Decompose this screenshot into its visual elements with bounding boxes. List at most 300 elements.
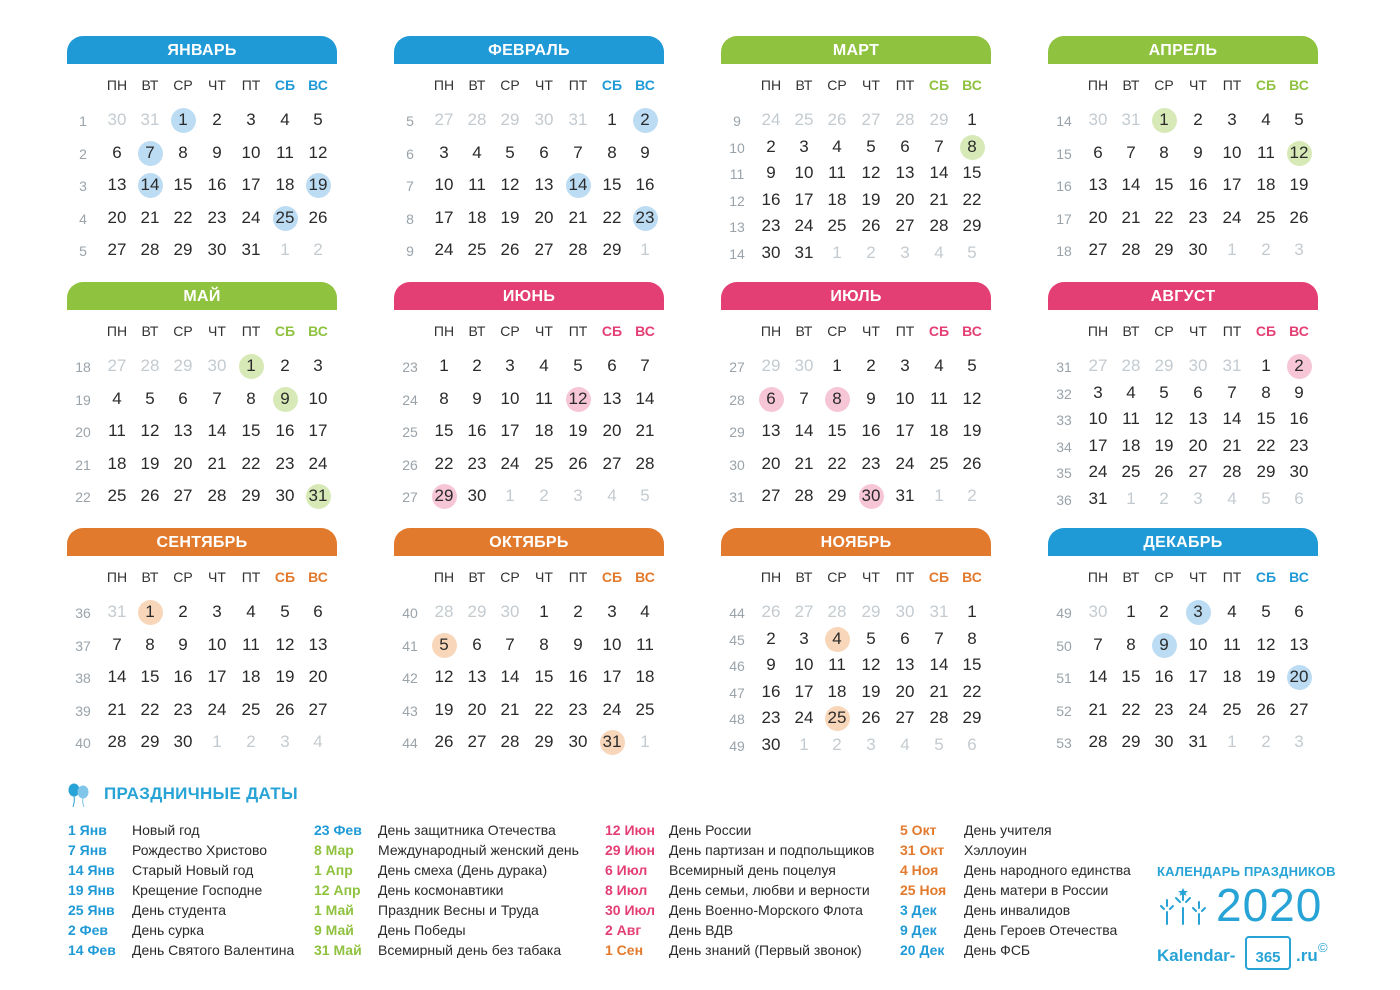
- day-cell[interactable]: 3: [439, 142, 449, 162]
- day-cell[interactable]: 20: [1188, 435, 1208, 455]
- day-cell[interactable]: 14: [1222, 409, 1242, 429]
- day-cell[interactable]: 2: [212, 110, 222, 129]
- day-cell[interactable]: 8: [145, 634, 155, 654]
- day-cell[interactable]: 23: [207, 207, 227, 227]
- day-cell[interactable]: 29: [534, 732, 554, 751]
- day-cell[interactable]: 10: [1222, 142, 1242, 162]
- day-cell[interactable]: 19: [1256, 667, 1276, 686]
- adjacent-day[interactable]: 31: [107, 602, 127, 621]
- day-cell[interactable]: 2: [766, 628, 776, 648]
- adjacent-day[interactable]: 2: [1159, 489, 1169, 508]
- day-cell[interactable]: 21: [1222, 435, 1242, 455]
- day-cell[interactable]: 27: [895, 216, 915, 236]
- day-cell[interactable]: 26: [861, 708, 881, 728]
- day-cell[interactable]: 19: [308, 175, 328, 194]
- day-cell[interactable]: 16: [761, 681, 781, 701]
- day-cell[interactable]: 25: [1121, 462, 1141, 482]
- day-cell[interactable]: 8: [539, 634, 549, 654]
- adjacent-day[interactable]: 1: [212, 732, 222, 751]
- day-cell[interactable]: 20: [534, 207, 554, 227]
- day-cell[interactable]: 4: [934, 356, 944, 375]
- day-cell[interactable]: 24: [1222, 207, 1242, 227]
- day-cell[interactable]: 22: [602, 207, 622, 227]
- day-cell[interactable]: 26: [140, 486, 160, 505]
- day-cell[interactable]: 13: [534, 175, 554, 194]
- day-cell[interactable]: 2: [766, 136, 776, 156]
- day-cell[interactable]: 13: [173, 421, 193, 440]
- day-cell[interactable]: 31: [794, 243, 814, 262]
- day-cell[interactable]: 24: [794, 216, 814, 236]
- adjacent-day[interactable]: 27: [794, 602, 814, 621]
- day-cell[interactable]: 1: [967, 602, 977, 621]
- day-cell[interactable]: 19: [275, 667, 295, 686]
- day-cell[interactable]: 21: [635, 421, 655, 440]
- day-cell[interactable]: 10: [602, 634, 622, 654]
- day-cell[interactable]: 18: [1121, 435, 1141, 455]
- adjacent-day[interactable]: 24: [761, 110, 781, 129]
- day-cell[interactable]: 16: [173, 667, 193, 686]
- day-cell[interactable]: 22: [434, 453, 454, 473]
- adjacent-day[interactable]: 4: [607, 486, 617, 505]
- day-cell[interactable]: 11: [468, 175, 486, 194]
- day-cell[interactable]: 24: [434, 240, 454, 259]
- day-cell[interactable]: 29: [962, 216, 982, 236]
- day-cell[interactable]: 3: [900, 356, 910, 375]
- adjacent-day[interactable]: 1: [640, 240, 650, 259]
- day-cell[interactable]: 13: [467, 667, 487, 686]
- day-cell[interactable]: 31: [602, 732, 622, 751]
- day-cell[interactable]: 18: [929, 421, 949, 440]
- day-cell[interactable]: 2: [472, 356, 482, 375]
- day-cell[interactable]: 19: [1289, 175, 1309, 194]
- day-cell[interactable]: 27: [1289, 699, 1309, 719]
- day-cell[interactable]: 23: [1289, 435, 1309, 455]
- day-cell[interactable]: 20: [308, 667, 328, 686]
- adjacent-day[interactable]: 28: [140, 356, 160, 375]
- day-cell[interactable]: 7: [112, 634, 122, 654]
- day-cell[interactable]: 28: [1222, 462, 1242, 482]
- day-cell[interactable]: 1: [439, 356, 449, 375]
- day-cell[interactable]: 1: [607, 110, 617, 129]
- day-cell[interactable]: 5: [505, 142, 515, 162]
- day-cell[interactable]: 15: [962, 163, 982, 183]
- day-cell[interactable]: 29: [1256, 462, 1276, 482]
- adjacent-day[interactable]: 30: [500, 602, 520, 621]
- day-cell[interactable]: 26: [1289, 207, 1309, 227]
- day-cell[interactable]: 4: [112, 388, 122, 408]
- adjacent-day[interactable]: 2: [967, 486, 977, 505]
- day-cell[interactable]: 20: [895, 681, 915, 701]
- day-cell[interactable]: 12: [1289, 142, 1309, 162]
- day-cell[interactable]: 15: [534, 667, 554, 686]
- adjacent-day[interactable]: 5: [1261, 489, 1271, 508]
- day-cell[interactable]: 2: [1159, 602, 1169, 621]
- adjacent-day[interactable]: 3: [1294, 732, 1304, 751]
- adjacent-day[interactable]: 28: [895, 110, 915, 129]
- day-cell[interactable]: 28: [635, 453, 655, 473]
- day-cell[interactable]: 1: [178, 110, 188, 129]
- day-cell[interactable]: 11: [1122, 409, 1140, 429]
- day-cell[interactable]: 22: [1121, 699, 1141, 719]
- day-cell[interactable]: 3: [1227, 110, 1237, 129]
- day-cell[interactable]: 11: [828, 163, 846, 183]
- day-cell[interactable]: 28: [207, 486, 227, 505]
- day-cell[interactable]: 1: [145, 602, 155, 621]
- adjacent-day[interactable]: 28: [467, 110, 487, 129]
- day-cell[interactable]: 24: [500, 453, 520, 473]
- day-cell[interactable]: 17: [500, 421, 520, 440]
- day-cell[interactable]: 26: [434, 732, 454, 751]
- day-cell[interactable]: 28: [107, 732, 127, 751]
- day-cell[interactable]: 25: [1256, 207, 1276, 227]
- day-cell[interactable]: 24: [308, 453, 328, 473]
- day-cell[interactable]: 5: [573, 356, 583, 375]
- day-cell[interactable]: 22: [962, 189, 982, 209]
- day-cell[interactable]: 5: [313, 110, 323, 129]
- day-cell[interactable]: 3: [1093, 382, 1103, 402]
- day-cell[interactable]: 12: [434, 667, 454, 686]
- day-cell[interactable]: 16: [568, 667, 588, 686]
- day-cell[interactable]: 30: [1289, 462, 1309, 482]
- adjacent-day[interactable]: 5: [934, 735, 944, 754]
- day-cell[interactable]: 16: [1289, 409, 1309, 429]
- day-cell[interactable]: 15: [173, 175, 193, 194]
- adjacent-day[interactable]: 26: [827, 110, 847, 129]
- day-cell[interactable]: 22: [962, 681, 982, 701]
- adjacent-day[interactable]: 3: [573, 486, 583, 505]
- day-cell[interactable]: 8: [1159, 142, 1169, 162]
- day-cell[interactable]: 15: [827, 421, 847, 440]
- day-cell[interactable]: 5: [1261, 602, 1271, 621]
- day-cell[interactable]: 5: [866, 136, 876, 156]
- day-cell[interactable]: 30: [275, 486, 295, 505]
- adjacent-day[interactable]: 31: [929, 602, 949, 621]
- day-cell[interactable]: 7: [934, 628, 944, 648]
- adjacent-day[interactable]: 6: [1294, 489, 1304, 508]
- day-cell[interactable]: 11: [108, 421, 126, 440]
- day-cell[interactable]: 14: [107, 667, 127, 686]
- day-cell[interactable]: 21: [207, 453, 227, 473]
- day-cell[interactable]: 12: [861, 163, 881, 183]
- day-cell[interactable]: 9: [1159, 634, 1169, 654]
- adjacent-day[interactable]: 27: [861, 110, 881, 129]
- adjacent-day[interactable]: 25: [794, 110, 814, 129]
- day-cell[interactable]: 10: [434, 175, 454, 194]
- adjacent-day[interactable]: 29: [467, 602, 487, 621]
- day-cell[interactable]: 6: [900, 136, 910, 156]
- day-cell[interactable]: 16: [1188, 175, 1208, 194]
- day-cell[interactable]: 2: [280, 356, 290, 375]
- day-cell[interactable]: 21: [107, 699, 127, 719]
- day-cell[interactable]: 25: [929, 453, 949, 473]
- day-cell[interactable]: 27: [534, 240, 554, 259]
- day-cell[interactable]: 28: [500, 732, 520, 751]
- adjacent-day[interactable]: 1: [832, 243, 842, 262]
- day-cell[interactable]: 30: [861, 486, 881, 505]
- adjacent-day[interactable]: 29: [500, 110, 520, 129]
- day-cell[interactable]: 21: [1121, 207, 1141, 227]
- day-cell[interactable]: 24: [1188, 699, 1208, 719]
- adjacent-day[interactable]: 1: [799, 735, 809, 754]
- adjacent-day[interactable]: 29: [173, 356, 193, 375]
- day-cell[interactable]: 4: [539, 356, 549, 375]
- day-cell[interactable]: 8: [607, 142, 617, 162]
- adjacent-day[interactable]: 29: [761, 356, 781, 375]
- day-cell[interactable]: 27: [308, 699, 328, 719]
- day-cell[interactable]: 16: [761, 189, 781, 209]
- day-cell[interactable]: 14: [568, 175, 588, 194]
- day-cell[interactable]: 4: [832, 136, 842, 156]
- day-cell[interactable]: 9: [1294, 382, 1304, 402]
- day-cell[interactable]: 29: [602, 240, 622, 259]
- day-cell[interactable]: 26: [275, 699, 295, 719]
- day-cell[interactable]: 15: [1154, 175, 1174, 194]
- day-cell[interactable]: 6: [607, 356, 617, 375]
- adjacent-day[interactable]: 30: [107, 110, 127, 129]
- day-cell[interactable]: 8: [439, 388, 449, 408]
- day-cell[interactable]: 4: [1227, 602, 1237, 621]
- day-cell[interactable]: 21: [500, 699, 520, 719]
- day-cell[interactable]: 2: [1193, 110, 1203, 129]
- day-cell[interactable]: 30: [467, 486, 487, 505]
- day-cell[interactable]: 4: [640, 602, 650, 621]
- day-cell[interactable]: 14: [1088, 667, 1108, 686]
- adjacent-day[interactable]: 27: [434, 110, 454, 129]
- day-cell[interactable]: 12: [568, 388, 588, 408]
- day-cell[interactable]: 18: [275, 175, 295, 194]
- day-cell[interactable]: 18: [467, 207, 487, 227]
- adjacent-day[interactable]: 1: [1227, 240, 1237, 259]
- day-cell[interactable]: 27: [173, 486, 193, 505]
- day-cell[interactable]: 26: [568, 453, 588, 473]
- day-cell[interactable]: 22: [827, 453, 847, 473]
- day-cell[interactable]: 9: [640, 142, 650, 162]
- day-cell[interactable]: 16: [1154, 667, 1174, 686]
- adjacent-day[interactable]: 1: [934, 486, 944, 505]
- day-cell[interactable]: 17: [241, 175, 261, 194]
- day-cell[interactable]: 12: [275, 634, 295, 654]
- adjacent-day[interactable]: 2: [313, 240, 323, 259]
- day-cell[interactable]: 11: [636, 634, 654, 654]
- day-cell[interactable]: 7: [505, 634, 515, 654]
- day-cell[interactable]: 26: [500, 240, 520, 259]
- day-cell[interactable]: 1: [246, 356, 256, 375]
- day-cell[interactable]: 25: [107, 486, 127, 505]
- day-cell[interactable]: 15: [962, 655, 982, 675]
- day-cell[interactable]: 22: [1154, 207, 1174, 227]
- day-cell[interactable]: 5: [1159, 382, 1169, 402]
- adjacent-day[interactable]: 30: [534, 110, 554, 129]
- day-cell[interactable]: 15: [602, 175, 622, 194]
- adjacent-day[interactable]: 28: [434, 602, 454, 621]
- adjacent-day[interactable]: 4: [900, 735, 910, 754]
- day-cell[interactable]: 15: [140, 667, 160, 686]
- day-cell[interactable]: 18: [241, 667, 261, 686]
- day-cell[interactable]: 4: [246, 602, 256, 621]
- day-cell[interactable]: 31: [308, 486, 328, 505]
- day-cell[interactable]: 18: [827, 681, 847, 701]
- day-cell[interactable]: 29: [1154, 240, 1174, 259]
- day-cell[interactable]: 31: [1088, 489, 1108, 508]
- day-cell[interactable]: 10: [895, 388, 915, 408]
- day-cell[interactable]: 19: [861, 681, 881, 701]
- day-cell[interactable]: 23: [761, 216, 781, 236]
- day-cell[interactable]: 8: [967, 136, 977, 156]
- day-cell[interactable]: 10: [1188, 634, 1208, 654]
- day-cell[interactable]: 24: [241, 207, 261, 227]
- day-cell[interactable]: 11: [242, 634, 260, 654]
- day-cell[interactable]: 25: [275, 207, 295, 227]
- day-cell[interactable]: 29: [1121, 732, 1141, 751]
- day-cell[interactable]: 6: [112, 142, 122, 162]
- day-cell[interactable]: 23: [568, 699, 588, 719]
- day-cell[interactable]: 16: [207, 175, 227, 194]
- day-cell[interactable]: 12: [140, 421, 160, 440]
- day-cell[interactable]: 31: [895, 486, 915, 505]
- day-cell[interactable]: 12: [1154, 409, 1174, 429]
- day-cell[interactable]: 28: [140, 240, 160, 259]
- adjacent-day[interactable]: 31: [1121, 110, 1141, 129]
- day-cell[interactable]: 6: [178, 388, 188, 408]
- day-cell[interactable]: 2: [573, 602, 583, 621]
- day-cell[interactable]: 18: [107, 453, 127, 473]
- day-cell[interactable]: 8: [832, 388, 842, 408]
- day-cell[interactable]: 1: [1159, 110, 1169, 129]
- day-cell[interactable]: 29: [241, 486, 261, 505]
- day-cell[interactable]: 14: [635, 388, 655, 408]
- adjacent-day[interactable]: 3: [866, 735, 876, 754]
- day-cell[interactable]: 12: [861, 655, 881, 675]
- day-cell[interactable]: 3: [212, 602, 222, 621]
- day-cell[interactable]: 11: [828, 655, 846, 675]
- adjacent-day[interactable]: 2: [832, 735, 842, 754]
- day-cell[interactable]: 5: [280, 602, 290, 621]
- day-cell[interactable]: 25: [467, 240, 487, 259]
- adjacent-day[interactable]: 30: [1188, 356, 1208, 375]
- adjacent-day[interactable]: 2: [1261, 240, 1271, 259]
- day-cell[interactable]: 3: [505, 356, 515, 375]
- day-cell[interactable]: 27: [602, 453, 622, 473]
- day-cell[interactable]: 7: [799, 388, 809, 408]
- day-cell[interactable]: 24: [895, 453, 915, 473]
- day-cell[interactable]: 10: [794, 163, 814, 183]
- day-cell[interactable]: 13: [602, 388, 622, 408]
- day-cell[interactable]: 25: [827, 708, 847, 728]
- day-cell[interactable]: 15: [1121, 667, 1141, 686]
- day-cell[interactable]: 14: [929, 163, 949, 183]
- day-cell[interactable]: 30: [207, 240, 227, 259]
- day-cell[interactable]: 5: [439, 634, 449, 654]
- day-cell[interactable]: 26: [308, 207, 328, 227]
- day-cell[interactable]: 6: [900, 628, 910, 648]
- day-cell[interactable]: 3: [313, 356, 323, 375]
- day-cell[interactable]: 30: [173, 732, 193, 751]
- day-cell[interactable]: 13: [308, 634, 328, 654]
- day-cell[interactable]: 21: [794, 453, 814, 473]
- adjacent-day[interactable]: 31: [568, 110, 588, 129]
- day-cell[interactable]: 19: [962, 421, 982, 440]
- adjacent-day[interactable]: 1: [640, 732, 650, 751]
- day-cell[interactable]: 2: [866, 356, 876, 375]
- day-cell[interactable]: 7: [640, 356, 650, 375]
- day-cell[interactable]: 22: [534, 699, 554, 719]
- day-cell[interactable]: 24: [794, 708, 814, 728]
- day-cell[interactable]: 10: [241, 142, 261, 162]
- day-cell[interactable]: 23: [173, 699, 193, 719]
- day-cell[interactable]: 31: [1188, 732, 1208, 751]
- day-cell[interactable]: 14: [500, 667, 520, 686]
- adjacent-day[interactable]: 27: [107, 356, 127, 375]
- day-cell[interactable]: 25: [241, 699, 261, 719]
- day-cell[interactable]: 13: [895, 163, 915, 183]
- adjacent-day[interactable]: 1: [1227, 732, 1237, 751]
- day-cell[interactable]: 16: [467, 421, 487, 440]
- day-cell[interactable]: 14: [929, 655, 949, 675]
- adjacent-day[interactable]: 28: [827, 602, 847, 621]
- day-cell[interactable]: 20: [1289, 667, 1309, 686]
- adjacent-day[interactable]: 29: [929, 110, 949, 129]
- day-cell[interactable]: 6: [1093, 142, 1103, 162]
- day-cell[interactable]: 23: [635, 207, 655, 227]
- day-cell[interactable]: 1: [1261, 356, 1271, 375]
- day-cell[interactable]: 13: [895, 655, 915, 675]
- day-cell[interactable]: 7: [1093, 634, 1103, 654]
- day-cell[interactable]: 28: [929, 216, 949, 236]
- day-cell[interactable]: 31: [241, 240, 261, 259]
- day-cell[interactable]: 30: [1188, 240, 1208, 259]
- day-cell[interactable]: 8: [967, 628, 977, 648]
- day-cell[interactable]: 28: [1121, 240, 1141, 259]
- day-cell[interactable]: 22: [1256, 435, 1276, 455]
- day-cell[interactable]: 13: [107, 175, 127, 194]
- day-cell[interactable]: 18: [1222, 667, 1242, 686]
- adjacent-day[interactable]: 1: [280, 240, 290, 259]
- day-cell[interactable]: 20: [602, 421, 622, 440]
- day-cell[interactable]: 14: [1121, 175, 1141, 194]
- day-cell[interactable]: 4: [1126, 382, 1136, 402]
- adjacent-day[interactable]: 30: [207, 356, 227, 375]
- day-cell[interactable]: 3: [607, 602, 617, 621]
- adjacent-day[interactable]: 2: [539, 486, 549, 505]
- day-cell[interactable]: 28: [568, 240, 588, 259]
- day-cell[interactable]: 25: [827, 216, 847, 236]
- day-cell[interactable]: 4: [472, 142, 482, 162]
- day-cell[interactable]: 23: [761, 708, 781, 728]
- day-cell[interactable]: 20: [1088, 207, 1108, 227]
- day-cell[interactable]: 11: [535, 388, 553, 408]
- day-cell[interactable]: 6: [313, 602, 323, 621]
- adjacent-day[interactable]: 4: [934, 243, 944, 262]
- adjacent-day[interactable]: 27: [1088, 356, 1108, 375]
- day-cell[interactable]: 18: [635, 667, 655, 686]
- day-cell[interactable]: 16: [275, 421, 295, 440]
- day-cell[interactable]: 3: [1193, 602, 1203, 621]
- day-cell[interactable]: 8: [1126, 634, 1136, 654]
- adjacent-day[interactable]: 30: [1088, 602, 1108, 621]
- day-cell[interactable]: 13: [761, 421, 781, 440]
- adjacent-day[interactable]: 4: [1227, 489, 1237, 508]
- day-cell[interactable]: 17: [794, 189, 814, 209]
- day-cell[interactable]: 16: [861, 421, 881, 440]
- day-cell[interactable]: 18: [1256, 175, 1276, 194]
- day-cell[interactable]: 9: [573, 634, 583, 654]
- adjacent-day[interactable]: 30: [1088, 110, 1108, 129]
- day-cell[interactable]: 20: [895, 189, 915, 209]
- day-cell[interactable]: 22: [173, 207, 193, 227]
- day-cell[interactable]: 13: [1088, 175, 1108, 194]
- day-cell[interactable]: 7: [145, 142, 155, 162]
- adjacent-day[interactable]: 5: [640, 486, 650, 505]
